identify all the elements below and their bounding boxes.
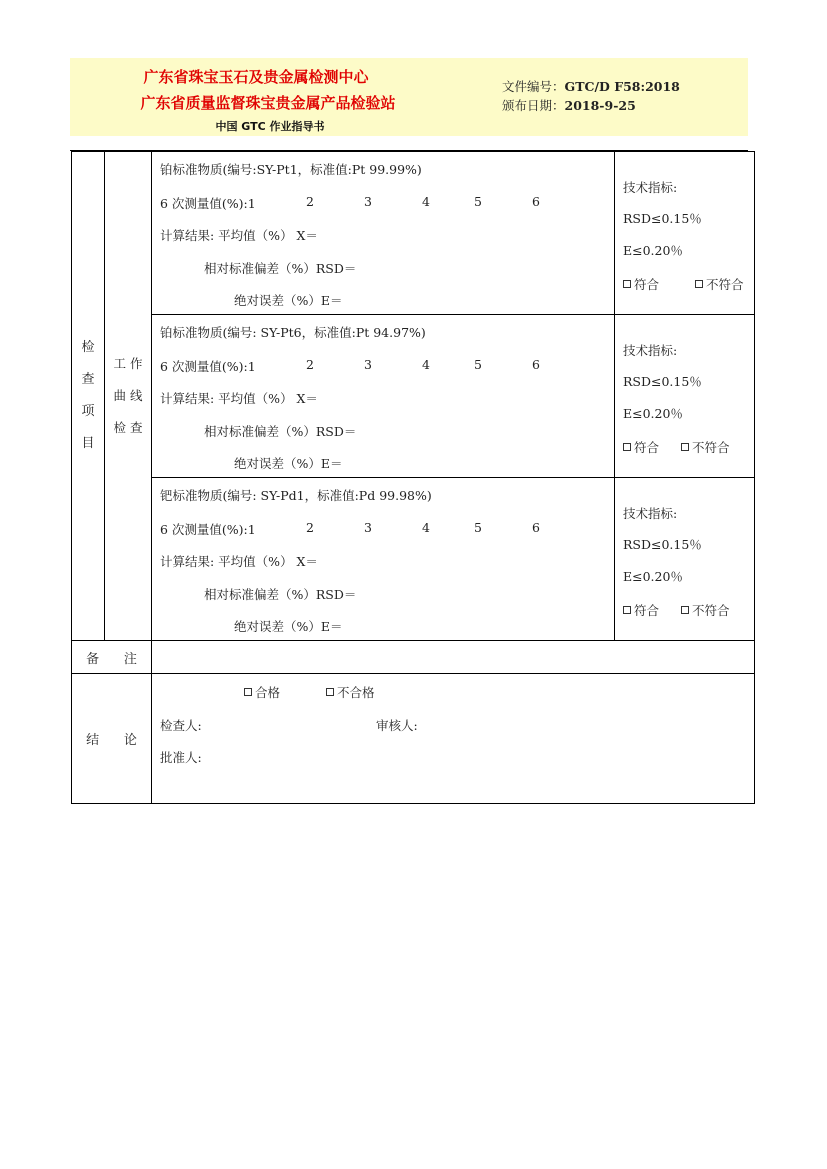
conform-label: 符合 [634, 603, 660, 618]
section-label-char: 查 [81, 372, 95, 387]
measure-num: 5 [474, 520, 482, 535]
calc-rsd: 相对标准偏差（%）RSD＝ [204, 261, 357, 276]
spec-result [623, 275, 744, 293]
spec-rsd: RSD≤0.15％ [623, 537, 702, 552]
conform-label: 符合 [634, 440, 660, 455]
calc-rsd: 相对标准偏差（%）RSD＝ [204, 587, 357, 602]
calc-mean: 计算结果: 平均值（%） X＝ [160, 391, 318, 406]
checkbox-icon[interactable] [623, 606, 631, 614]
measure-num: 2 [306, 357, 314, 372]
issue-date [502, 96, 636, 114]
standard-block-3 [152, 478, 615, 641]
sub-label-line: 工 作 [113, 356, 143, 371]
calc-error: 绝对误差（%）E＝ [234, 456, 343, 471]
conclusion-field [152, 674, 755, 804]
measure-num: 4 [422, 194, 430, 209]
document-number-label: 文件编号： [502, 79, 565, 94]
organization-name-1: 广东省珠宝玉石及贵金属检测中心 [143, 68, 369, 86]
measure-num: 2 [306, 520, 314, 535]
checkbox-icon[interactable] [681, 443, 689, 451]
table-row [72, 674, 755, 804]
standard-title: 铂标准物质(编号:SY-Pt1，标准值:Pt 99.99%) [160, 162, 422, 177]
issue-date-value: 2018-9-25 [564, 98, 636, 113]
sub-label [105, 152, 152, 641]
spec-e: E≤0.20％ [623, 406, 683, 421]
table-row [72, 152, 755, 315]
conclusion-label [72, 674, 152, 804]
spec-title: 技术指标: [623, 343, 678, 358]
measure-label: 6 次测量值(%):1 [160, 522, 256, 537]
organization-name-2: 广东省质量监督珠宝贵金属产品检验站 [140, 94, 396, 112]
spec-block-3 [615, 478, 755, 641]
spec-rsd: RSD≤0.15％ [623, 374, 702, 389]
pass-label: 合格 [255, 685, 281, 700]
measure-num: 3 [364, 357, 372, 372]
calc-rsd: 相对标准偏差（%）RSD＝ [204, 424, 357, 439]
spec-e: E≤0.20％ [623, 569, 683, 584]
remark-field[interactable] [152, 641, 755, 674]
measure-label: 6 次测量值(%):1 [160, 196, 256, 211]
standard-block-1 [152, 152, 615, 315]
document-number [502, 77, 680, 95]
reviewer-label: 审核人: [376, 718, 418, 733]
spec-title: 技术指标: [623, 506, 678, 521]
spec-block-1 [615, 152, 755, 315]
measure-num: 5 [474, 357, 482, 372]
spec-rsd: RSD≤0.15％ [623, 211, 702, 226]
document-header [70, 58, 748, 136]
inspector-label: 检查人: [160, 718, 202, 733]
table-row [72, 315, 755, 478]
calc-mean: 计算结果: 平均值（%） X＝ [160, 554, 318, 569]
table-row [72, 641, 755, 674]
measure-num: 2 [306, 194, 314, 209]
checkbox-icon[interactable] [623, 443, 631, 451]
section-label [72, 152, 105, 641]
remark-label-text: 备 注 [86, 651, 137, 667]
pass-option[interactable] [244, 683, 280, 701]
measure-num: 4 [422, 357, 430, 372]
calc-error: 绝对误差（%）E＝ [234, 293, 343, 308]
fail-label: 不合格 [337, 685, 375, 700]
measure-num: 5 [474, 194, 482, 209]
spec-result [623, 438, 730, 456]
sub-label-line: 曲 线 [113, 388, 143, 403]
measure-num: 3 [364, 194, 372, 209]
section-label-char: 检 [81, 340, 95, 355]
section-label-char: 项 [81, 404, 95, 419]
measure-num: 3 [364, 520, 372, 535]
fail-option[interactable] [326, 683, 375, 701]
checkbox-icon[interactable] [623, 280, 631, 288]
conclusion-label-text: 结 论 [86, 733, 137, 748]
measure-num: 4 [422, 520, 430, 535]
table-row [72, 478, 755, 641]
spec-result [623, 601, 730, 619]
document-number-value: GTC/D F58:2018 [564, 79, 680, 94]
spec-block-2 [615, 315, 755, 478]
standard-title: 钯标准物质(编号: SY-Pd1，标准值:Pd 99.98%) [160, 488, 432, 503]
document-type: 中国 GTC 作业指导书 [215, 120, 325, 133]
checkbox-icon[interactable] [695, 280, 703, 288]
measure-num: 6 [532, 357, 540, 372]
standard-title: 铂标准物质(编号: SY-Pt6，标准值:Pt 94.97%) [160, 325, 426, 340]
inspection-table [71, 151, 755, 804]
calc-mean: 计算结果: 平均值（%） X＝ [160, 228, 318, 243]
measure-label: 6 次测量值(%):1 [160, 359, 256, 374]
approver-label: 批准人: [160, 750, 202, 765]
checkbox-icon[interactable] [326, 688, 334, 696]
spec-e: E≤0.20％ [623, 243, 683, 258]
checkbox-icon[interactable] [244, 688, 252, 696]
section-label-char: 目 [81, 436, 95, 451]
sub-label-line: 检 查 [113, 420, 143, 435]
nonconform-label: 不符合 [705, 277, 744, 292]
measure-num: 6 [532, 194, 540, 209]
measure-num: 6 [532, 520, 540, 535]
checkbox-icon[interactable] [681, 606, 689, 614]
nonconform-label: 不符合 [691, 440, 730, 455]
calc-error: 绝对误差（%）E＝ [234, 619, 343, 634]
issue-date-label: 颁布日期： [502, 98, 565, 113]
conform-label: 符合 [634, 277, 660, 292]
nonconform-label: 不符合 [691, 603, 730, 618]
spec-title: 技术指标: [623, 180, 678, 195]
remark-label [72, 641, 152, 674]
standard-block-2 [152, 315, 615, 478]
